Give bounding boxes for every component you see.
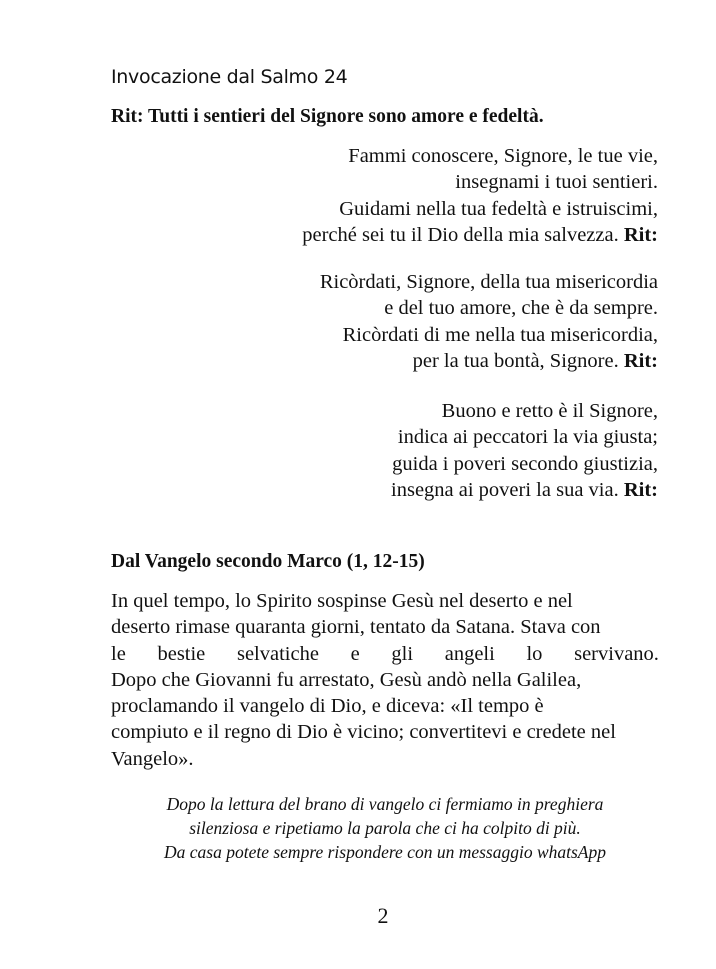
gospel-word: le	[111, 642, 126, 665]
gospel-word: lo	[526, 642, 543, 665]
stanza-line: Ricòrdati, Signore, della tua misericordia	[319, 271, 658, 293]
psalm-stanza-1	[302, 143, 658, 248]
stanza-line-text: per la tua bontà, Signore.	[412, 349, 619, 372]
stanza-line: insegnami i tuoi sentieri.	[455, 171, 658, 194]
note-line: Da casa potete sempre rispondere con un messaggio whatsApp	[164, 842, 606, 862]
gospel-line: deserto rimase quaranta giorni, tentato da Satana. Stava con	[111, 616, 601, 639]
stanza-line: Buono e retto è il Signore,	[441, 400, 658, 422]
gospel-line: Vangelo».	[111, 747, 194, 770]
psalm-stanza-2	[320, 269, 658, 374]
stanza-line: e del tuo amore, che è da sempre.	[384, 297, 658, 320]
stanza-line-text: perché sei tu il Dio della mia salvezza.	[302, 223, 619, 246]
stanza-line: indica ai peccatori la via giusta;	[397, 426, 658, 449]
gospel-line-justified	[111, 641, 659, 667]
gospel-line: compiuto e il regno di Dio è vicino; convertitevi e credete nel	[111, 721, 616, 744]
gospel-word: servivano.	[574, 642, 659, 665]
gospel-line: Dopo che Giovanni fu arrestato, Gesù andò nella Galilea,	[111, 668, 582, 691]
rit-marker: Rit:	[623, 478, 658, 501]
rit-marker: Rit:	[623, 349, 658, 372]
gospel-line: proclamando il vangelo di Dio, e diceva: «Il tempo è	[111, 695, 544, 718]
stanza-line	[302, 222, 658, 248]
stanza-line: Ricòrdati di me nella tua misericordia,	[342, 323, 658, 346]
gospel-word: gli	[391, 642, 414, 665]
psalm-refrain: Rit: Tutti i sentieri del Signore sono amore e fedeltà.	[111, 106, 544, 127]
stanza-line	[320, 348, 658, 374]
stanza-line	[391, 477, 658, 503]
gospel-word: e	[350, 642, 360, 665]
prayer-note	[0, 792, 716, 864]
gospel-passage	[111, 588, 659, 772]
note-line: silenziosa e ripetiamo la parola che ci ha colpito di più.	[189, 818, 581, 838]
psalm-heading: Invocazione dal Salmo 24	[111, 66, 348, 88]
gospel-heading: Dal Vangelo secondo Marco (1, 12-15)	[111, 551, 425, 572]
stanza-line: Fammi conoscere, Signore, le tue vie,	[348, 145, 658, 167]
gospel-word: angeli	[444, 642, 495, 665]
stanza-line: guida i poveri secondo giustizia,	[392, 452, 658, 475]
gospel-word: bestie	[157, 642, 206, 665]
stanza-line: Guidami nella tua fedeltà e istruiscimi,	[339, 197, 658, 220]
page-number: 2	[377, 903, 389, 928]
stanza-line-text: insegna ai poveri la sua via.	[391, 478, 619, 501]
gospel-line: In quel tempo, lo Spirito sospinse Gesù nel deserto e nel	[111, 590, 573, 612]
psalm-stanza-3	[391, 398, 658, 503]
note-line: Dopo la lettura del brano di vangelo ci fermiamo in preghiera	[166, 794, 604, 814]
rit-marker: Rit:	[623, 223, 658, 246]
gospel-word: selvatiche	[236, 642, 319, 665]
